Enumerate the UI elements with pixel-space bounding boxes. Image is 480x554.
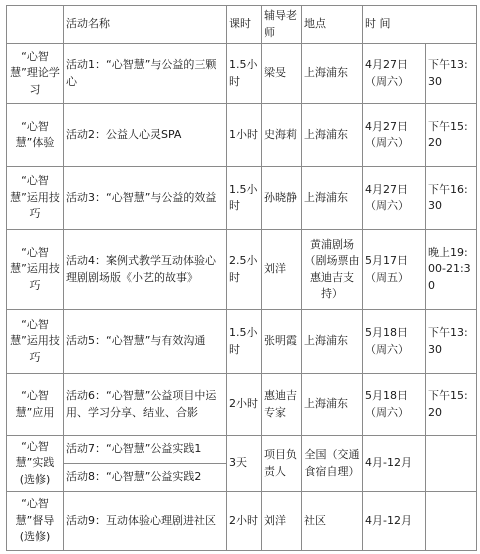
row-hours: 3天	[227, 436, 262, 492]
row-teacher: 史海莉	[262, 104, 302, 167]
row-teacher: 梁旻	[262, 44, 302, 104]
header-time: 时 间	[363, 6, 477, 44]
row-teacher: 项目负责人	[262, 436, 302, 492]
row-category: “心智慧”运用技巧	[7, 230, 64, 310]
row-clock: 晚上19:00-21:30	[426, 230, 477, 310]
header-place: 地点	[302, 6, 363, 44]
table-row	[7, 436, 477, 464]
row-date: 4月27日（周六）	[363, 167, 426, 230]
row-activity-name: 活动1：“心智慧”与公益的三颗心	[64, 44, 227, 104]
row-category: “心智慧”督导(选修)	[7, 492, 64, 551]
row-date: 4月-12月	[363, 492, 426, 551]
row-category: “心智慧”理论学习	[7, 44, 64, 104]
row-category: “心智慧”体验	[7, 104, 64, 167]
row-category: “心智慧”实践(选修)	[7, 436, 64, 492]
row-category: “心智慧”运用技巧	[7, 167, 64, 230]
table-row	[7, 104, 477, 167]
row-category: “心智慧”应用	[7, 374, 64, 436]
header-name: 活动名称	[64, 6, 227, 44]
row-activity-name-2: 活动8：“心智慧”公益实践2	[64, 464, 227, 492]
row-clock: 下午16:30	[426, 167, 477, 230]
row-date: 4月-12月	[363, 436, 426, 492]
row-place: 上海浦东	[302, 104, 363, 167]
row-teacher: 刘洋	[262, 230, 302, 310]
row-place: 社区	[302, 492, 363, 551]
table-row	[7, 167, 477, 230]
row-activity-name: 活动7：“心智慧”公益实践1	[64, 436, 227, 464]
header-hours: 课时	[227, 6, 262, 44]
row-date: 5月17日（周五）	[363, 230, 426, 310]
table-row	[7, 310, 477, 374]
row-category: “心智慧”运用技巧	[7, 310, 64, 374]
row-hours: 1小时	[227, 104, 262, 167]
row-activity-name: 活动4：案例式教学互动体验心理剧剧场版《小艺的故事》	[64, 230, 227, 310]
row-place: 上海浦东	[302, 374, 363, 436]
row-place: 黄浦剧场（剧场票由惠迪吉支持）	[302, 230, 363, 310]
header-teacher: 辅导老师	[262, 6, 302, 44]
row-clock: 下午13:30	[426, 310, 477, 374]
row-date: 4月27日（周六）	[363, 44, 426, 104]
row-clock: 下午13:30	[426, 44, 477, 104]
row-hours: 2小时	[227, 374, 262, 436]
table-row	[7, 230, 477, 310]
row-hours: 2.5小时	[227, 230, 262, 310]
row-date: 5月18日（周六）	[363, 310, 426, 374]
row-place: 上海浦东	[302, 167, 363, 230]
schedule-table	[6, 5, 477, 551]
table-row	[7, 492, 477, 551]
row-teacher: 孙晓静	[262, 167, 302, 230]
row-activity-name: 活动2：公益人心灵SPA	[64, 104, 227, 167]
row-activity-name: 活动6：“心智慧”公益项目中运用、学习分享、结业、合影	[64, 374, 227, 436]
row-place: 全国（交通食宿自理）	[302, 436, 363, 492]
row-clock	[426, 492, 477, 551]
row-clock	[426, 436, 477, 492]
row-activity-name: 活动5：“心智慧”与有效沟通	[64, 310, 227, 374]
row-teacher: 张明霞	[262, 310, 302, 374]
row-clock: 下午15:20	[426, 104, 477, 167]
row-place: 上海浦东	[302, 44, 363, 104]
row-hours: 1.5小时	[227, 44, 262, 104]
header-row	[7, 6, 477, 44]
row-activity-name: 活动3：“心智慧”与公益的效益	[64, 167, 227, 230]
table-row	[7, 374, 477, 436]
row-clock: 下午15:20	[426, 374, 477, 436]
table-row	[7, 44, 477, 104]
row-hours: 1.5小时	[227, 167, 262, 230]
row-hours: 2小时	[227, 492, 262, 551]
header-category	[7, 6, 64, 44]
row-date: 5月18日（周六）	[363, 374, 426, 436]
row-teacher: 刘洋	[262, 492, 302, 551]
row-place: 上海浦东	[302, 310, 363, 374]
row-hours: 1.5小时	[227, 310, 262, 374]
row-activity-name: 活动9：互动体验心理剧进社区	[64, 492, 227, 551]
row-date: 4月27日（周六）	[363, 104, 426, 167]
row-teacher: 惠迪吉专家	[262, 374, 302, 436]
